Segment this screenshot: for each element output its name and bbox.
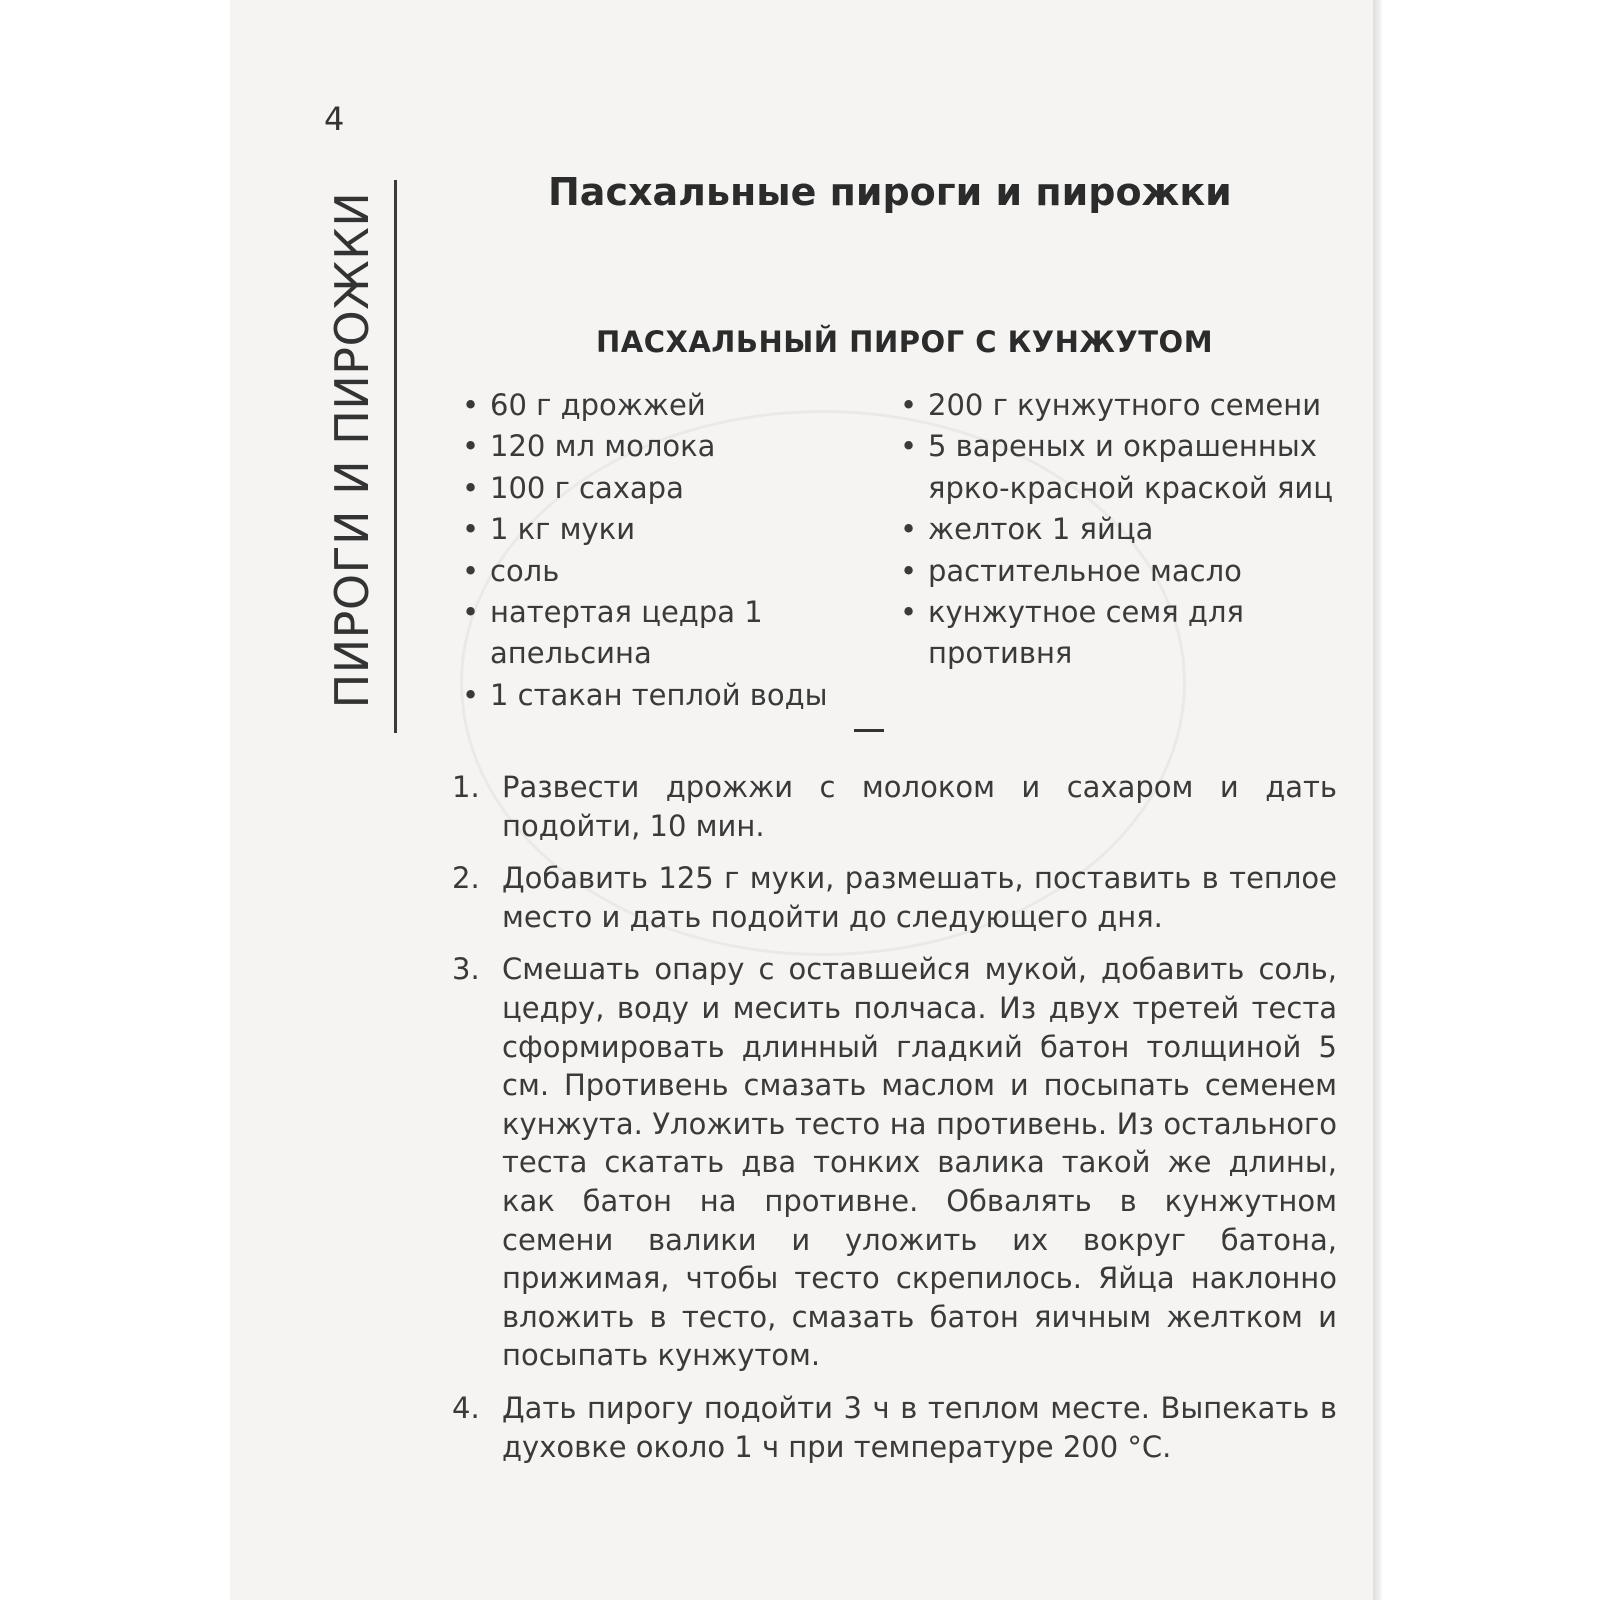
- section-divider-dash: [854, 729, 884, 732]
- recipe-steps: [452, 768, 1337, 1480]
- step-number: 1.: [452, 770, 480, 804]
- recipe-step: [452, 950, 1337, 1375]
- ingredient-item: • кунжутное семя для противня: [900, 592, 1340, 675]
- recipe-step: [452, 859, 1337, 936]
- ingredient-item: • натертая цедра 1 апельсина: [462, 592, 872, 675]
- ingredient-item: • растительное масло: [900, 551, 1340, 592]
- ingredients-list-left: [462, 385, 872, 716]
- step-text: Развести дрожжи с молоком и сахаром и дать подойти, 10 мин.: [502, 770, 1337, 843]
- ingredient-item: • 5 вареных и окрашенных ярко-красной краской яиц: [900, 426, 1340, 509]
- step-text: Дать пирогу подойти 3 ч в теплом месте. Выпекать в духовке около 1 ч при температуре 200 °С.: [502, 1390, 1337, 1464]
- ingredient-item: • 200 г кунжутного семени: [900, 385, 1340, 426]
- ingredient-item: • желток 1 яйца: [900, 509, 1340, 550]
- recipe-title: ПАСХАЛЬНЫЙ ПИРОГ С КУНЖУТОМ: [596, 325, 1214, 359]
- book-page: [230, 0, 1373, 1600]
- step-text: Смешать опару с оставшейся мукой, добавить соль, цедру, воду и месить полчаса. Из двух третей теста сформировать длинный гладкий батон толщиной 5 см. Противень смазать маслом и посыпать семенем кунжута. Уложить тесто на противень. Из остального теста скатать два тонких валика такой же длины, как батон на противне. Обвалять в кунжутном семени валики и уложить их вокруг батона, прижимая, чтобы тесто скрепилось. Яйца наклонно вложить в тесто, смазать батон яичным желтком и посыпать кунжутом.: [502, 952, 1337, 1373]
- ingredient-item: • соль: [462, 551, 872, 592]
- page-number: 4: [324, 100, 345, 138]
- recipe-step: [452, 768, 1337, 845]
- side-divider-line: [394, 180, 397, 733]
- ingredients-list-right: [900, 385, 1340, 675]
- step-number: 4.: [452, 1390, 480, 1425]
- step-number: 3.: [452, 952, 480, 987]
- step-text: Добавить 125 г муки, размешать, поставить в теплое место и дать подойти до следующего дня.: [502, 861, 1337, 934]
- chapter-title: Пасхальные пироги и пирожки: [548, 170, 1232, 214]
- step-number: 2.: [452, 861, 480, 896]
- recipe-step: [452, 1389, 1337, 1466]
- ingredient-item: • 1 стакан теплой воды: [462, 675, 872, 716]
- page-edge-shadow: [1373, 0, 1383, 1600]
- ingredient-item: • 120 мл молока: [462, 426, 872, 467]
- chapter-side-title: ПИРОГИ И ПИРОЖКИ: [325, 191, 379, 709]
- ingredient-item: • 60 г дрожжей: [462, 385, 872, 426]
- ingredient-item: • 100 г сахара: [462, 468, 872, 509]
- ingredient-item: • 1 кг муки: [462, 509, 872, 550]
